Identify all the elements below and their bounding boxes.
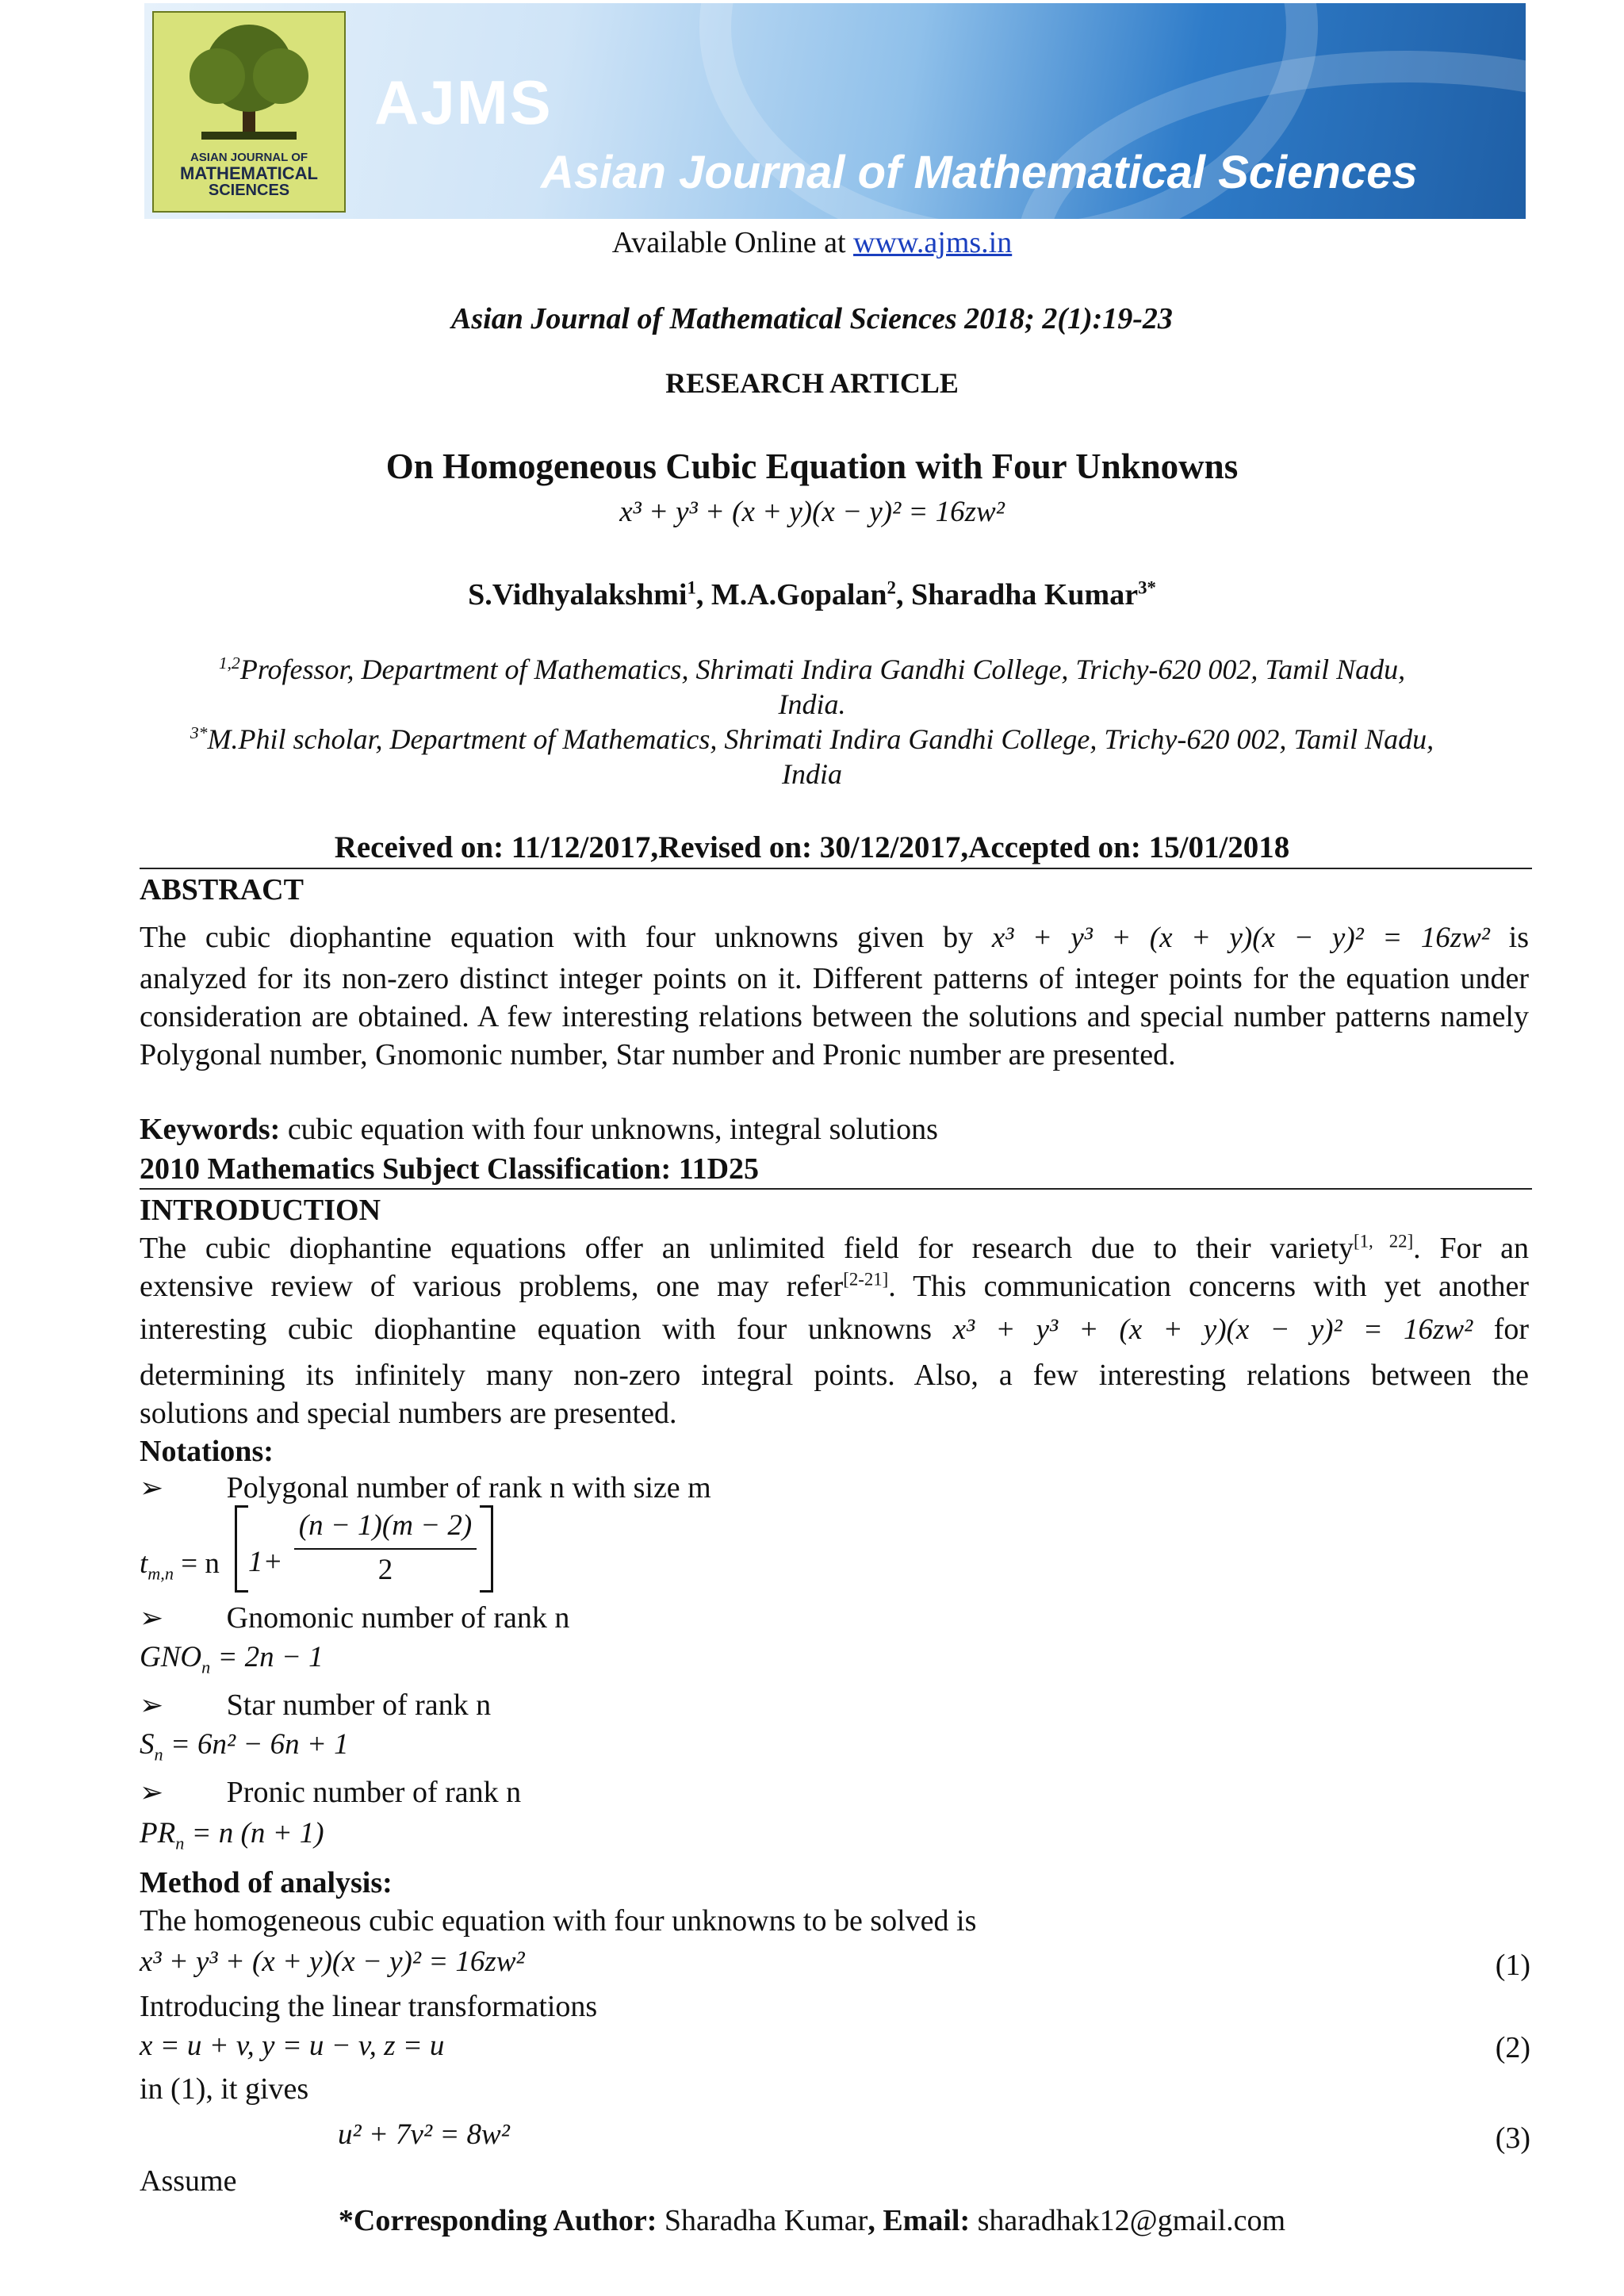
article-dates: Received on: 11/12/2017,Revised on: 30/12/2017,Accepted on: 15/01/2018 — [334, 830, 1290, 864]
notations-heading: Notations: — [140, 1435, 274, 1468]
method-line4: Assume — [140, 2164, 237, 2198]
pronic-formula — [140, 1816, 324, 1853]
author-2: M.A.Gopalan — [710, 578, 887, 611]
gnomonic-formula — [140, 1640, 324, 1677]
footer-email[interactable]: sharadhak12@gmail.com — [977, 2204, 1286, 2237]
method-line3: in (1), it gives — [140, 2072, 309, 2106]
bullet-arrow-icon: ➢ — [140, 1689, 164, 1722]
author-2-sup: 2 — [887, 577, 896, 598]
method-line1: The homogeneous cubic equation with four unknowns to be solved is — [140, 1904, 977, 1938]
affiliation-2-cont: India — [782, 758, 842, 790]
journal-logo — [152, 11, 346, 213]
journal-link[interactable]: www.ajms.in — [853, 226, 1013, 259]
pronic-sub: n — [175, 1833, 185, 1853]
polygonal-t: t — [140, 1547, 148, 1580]
intro-heading: INTRODUCTION — [140, 1194, 381, 1227]
equation-2-number: (2) — [1495, 2031, 1530, 2064]
abstract-first-line — [140, 918, 1529, 957]
pronic-label: Pronic number of rank n — [226, 1776, 522, 1809]
article-type: RESEARCH ARTICLE — [665, 367, 959, 399]
intro-line2 — [140, 1267, 1529, 1305]
affiliation-2-sup: 3* — [190, 723, 208, 742]
bullet-arrow-icon: ➢ — [140, 1777, 164, 1809]
keywords-text: cubic equation with four unknowns, integral solutions — [287, 1113, 938, 1146]
affiliation-2-text: M.Phil scholar, Department of Mathematics, Shrimati Indira Gandhi College, Trichy-620 002, Tamil Nadu, — [207, 723, 1434, 755]
polygonal-numerator: (n − 1)(m − 2) — [298, 1509, 473, 1542]
author-1: S.Vidhyalakshmi — [468, 578, 688, 611]
intro-line5: solutions and special numbers are presented. — [140, 1397, 677, 1430]
abstract-heading: ABSTRACT — [140, 873, 304, 907]
abstract-line1-start: The cubic diophantine equation with four unknowns given by — [140, 921, 974, 954]
author-list: S.Vidhyalakshmi$^1$, M.A.Gopalan$^2$, Sharadha Kumar$^{3*}$ — [468, 577, 1156, 611]
fraction-bar — [294, 1548, 477, 1550]
star-lhs: S — [140, 1728, 155, 1761]
star-label: Star number of rank n — [226, 1688, 492, 1722]
abstract-body: analyzed for its non-zero distinct integer points on it. Different patterns of integer points for the equation under consideration are obtained. A few interesting relations between the solutions and special number patterns namely Polygonal number, Gnomonic number, Star number and Pronic number are presented. — [140, 962, 1529, 1071]
pronic-rhs: = n (n + 1) — [191, 1817, 324, 1849]
footer-name: Sharadha Kumar — [664, 2204, 868, 2237]
logo-line2: MATHEMATICAL — [180, 163, 318, 183]
intro-l1a: The cubic diophantine equations offer an unlimited field for research due to their variety — [140, 1232, 1354, 1265]
brand-full-name: Asian Journal of Mathematical Sciences — [541, 147, 1418, 198]
star-sub: n — [154, 1744, 163, 1765]
equation-1: x³ + y³ + (x + y)(x − y)² = 16zw² — [140, 1945, 525, 1978]
footer-label: *Corresponding Author: — [338, 2204, 657, 2237]
keywords — [140, 1110, 938, 1148]
brand-acronym: AJMS — [374, 67, 553, 137]
polygonal-label: Polygonal number of rank n with size m — [226, 1471, 711, 1504]
polygonal-one: 1+ — [248, 1546, 283, 1578]
polygonal-eq: = n — [181, 1547, 220, 1580]
author-3-sup: 3* — [1138, 577, 1156, 598]
footer-email-label: Email: — [883, 2204, 971, 2237]
star-rhs: = 6n² − 6n + 1 — [170, 1728, 349, 1761]
citation: Asian Journal of Mathematical Sciences 2018; 2(1):19-23 — [451, 302, 1173, 335]
polygonal-denominator: 2 — [377, 1554, 393, 1586]
gnomonic-label: Gnomonic number of rank n — [226, 1601, 570, 1635]
tree-icon — [154, 13, 344, 148]
intro-l2a: extensive review of various problems, one may refer — [140, 1270, 844, 1303]
title-equation: x³ + y³ + (x + y)(x − y)² = 16zw² — [619, 496, 1005, 528]
intro-line4: determining its infinitely many non-zero integral points. Also, a few interesting relations between the — [140, 1359, 1529, 1392]
intro-line3 — [140, 1310, 1529, 1349]
available-online — [0, 224, 1624, 262]
intro-equation: x³ + y³ + (x + y)(x − y)² = 16zw² — [952, 1313, 1473, 1346]
paper-title: On Homogeneous Cubic Equation with Four Unknowns — [385, 447, 1239, 486]
notation-gnomonic — [140, 1599, 569, 1638]
bullet-arrow-icon: ➢ — [140, 1472, 164, 1504]
polygonal-sub: m,n — [147, 1563, 174, 1584]
affiliation-1-text: Professor, Department of Mathematics, Shrimati Indira Gandhi College, Trichy-620 002, Tamil Nadu, — [239, 654, 1406, 685]
method-heading: Method of analysis: — [140, 1866, 393, 1899]
divider-intro — [140, 1188, 1532, 1190]
star-formula — [140, 1727, 349, 1765]
corresponding-author: *Corresponding Author: Sharadha Kumar, Email: sharadhak12@gmail.com — [338, 2204, 1286, 2237]
notation-polygonal — [140, 1469, 711, 1508]
journal-banner — [144, 3, 1526, 219]
available-prefix: Available Online at — [611, 226, 854, 259]
affiliation-2 — [0, 722, 1624, 792]
notation-star — [140, 1686, 491, 1725]
equation-2: x = u + v, y = u − v, z = u — [140, 2030, 445, 2062]
intro-ref2: [2-21] — [843, 1269, 889, 1290]
affiliation-1-cont: India. — [778, 688, 846, 720]
pronic-lhs: PR — [140, 1817, 176, 1849]
divider-top — [140, 868, 1532, 869]
intro-line1 — [140, 1229, 1529, 1267]
author-3: Sharadha Kumar — [910, 578, 1139, 611]
equation-1-number: (1) — [1495, 1949, 1530, 1982]
polygonal-lhs — [140, 1547, 220, 1584]
abstract-equation: x³ + y³ + (x + y)(x − y)² = 16zw² — [991, 922, 1490, 954]
gnomonic-lhs: GNO — [140, 1641, 202, 1673]
equation-3: u² + 7v² = 8w² — [338, 2118, 510, 2151]
intro-l2b: . This communication concerns with yet another — [888, 1270, 1529, 1303]
intro-l1b: . For an — [1413, 1232, 1530, 1265]
msc-classification: 2010 Mathematics Subject Classification: 11D25 — [140, 1152, 760, 1186]
gnomonic-sub: n — [201, 1657, 211, 1677]
polygonal-bracket — [235, 1505, 493, 1593]
notation-pronic — [140, 1773, 521, 1812]
intro-l3a: interesting cubic diophantine equation with four unknowns — [140, 1313, 933, 1346]
keywords-label: Keywords: — [140, 1113, 281, 1146]
equation-3-number: (3) — [1495, 2122, 1530, 2155]
gnomonic-rhs: = 2n − 1 — [217, 1641, 324, 1673]
intro-ref1: [1, 22] — [1354, 1231, 1414, 1251]
logo-line1: ASIAN JOURNAL OF — [190, 151, 308, 164]
author-1-sup: 1 — [687, 577, 696, 598]
method-line2: Introducing the linear transformations — [140, 1990, 598, 2023]
logo-text — [163, 151, 335, 199]
bullet-arrow-icon: ➢ — [140, 1602, 164, 1635]
abstract-line1-end: is — [1508, 921, 1529, 954]
affiliation-1 — [0, 652, 1624, 722]
logo-line3: SCIENCES — [208, 181, 290, 199]
affiliation-1-sup: 1,2 — [218, 654, 240, 673]
intro-l3b: for — [1493, 1313, 1530, 1346]
